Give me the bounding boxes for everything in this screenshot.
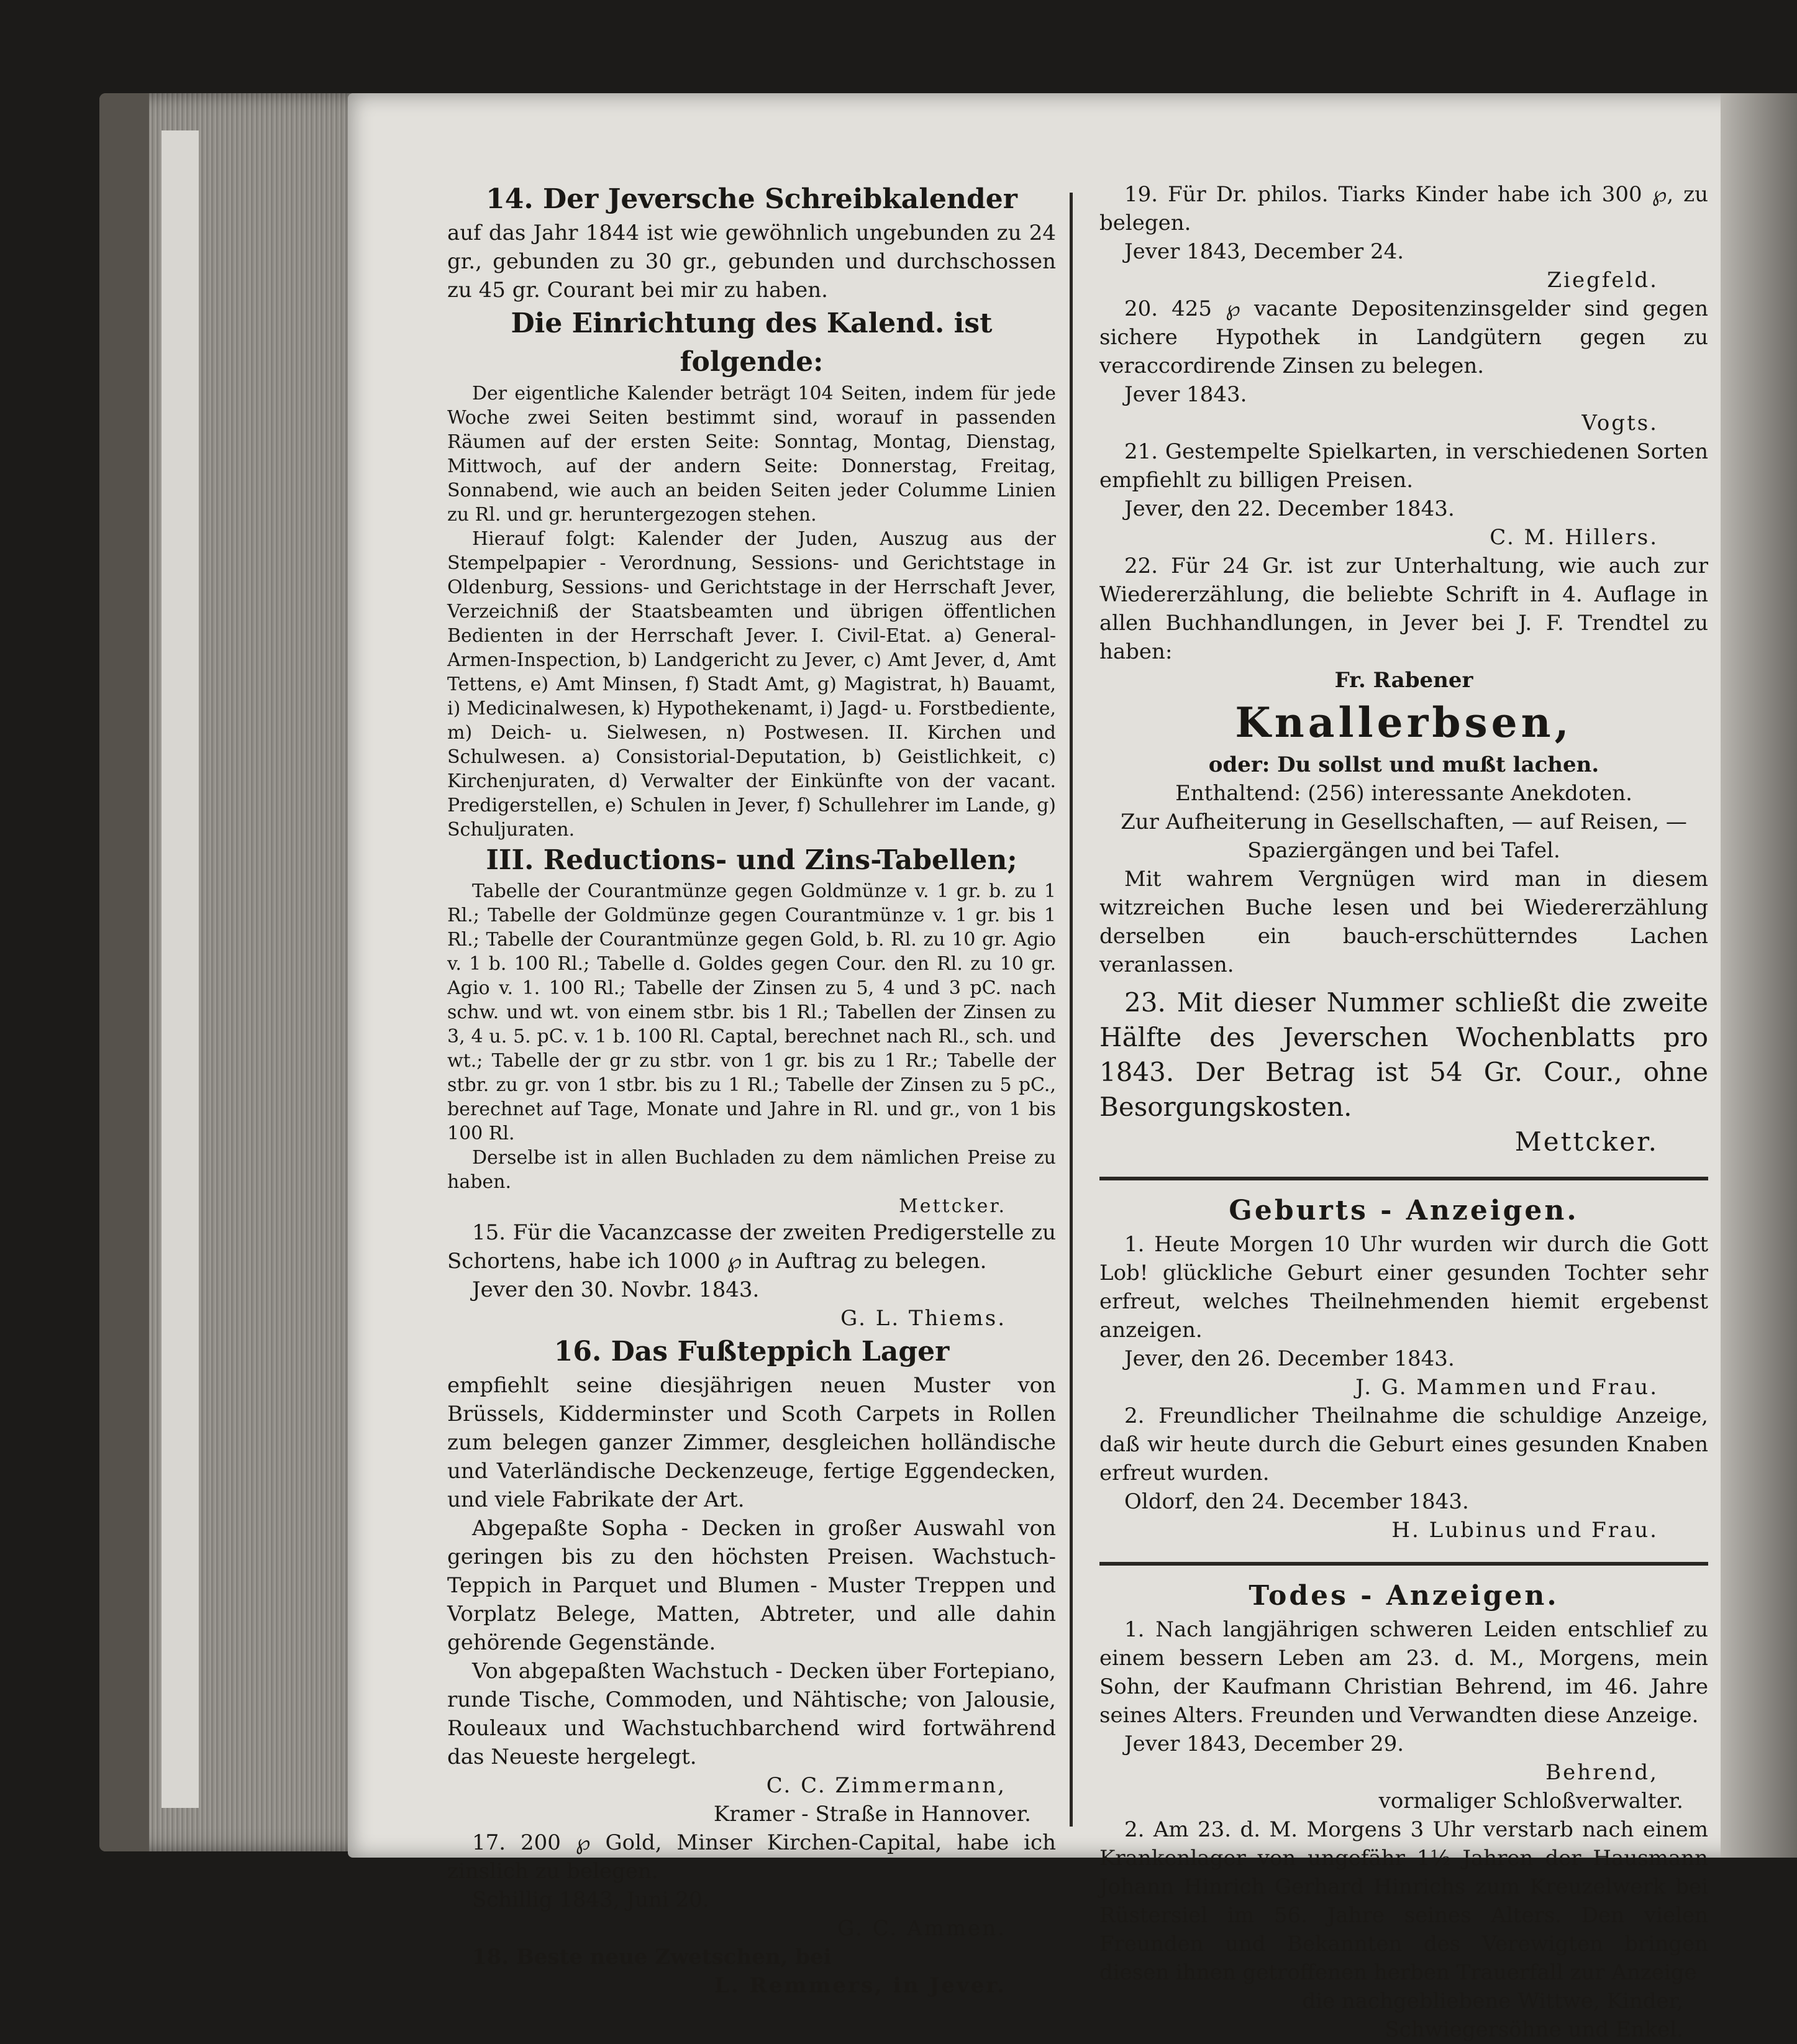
advert-15-place-date: Jever den 30. Novbr. 1843.	[472, 1277, 760, 1302]
advert-14-title: 14. Der Jeversche Schreibkalender	[486, 183, 1017, 215]
section-rule	[1099, 1562, 1708, 1566]
book-spine	[99, 93, 149, 1851]
death-2-text: 2. Am 23. d. M. Morgens 3 Uhr verstarb nach einem Krankenlager von ungefähr 1½ Jahren der Hausmann Johann Hinrich Gerhard Hinrichs zum Kreuzelwerk bei Rüstersiel im 56. Jahre seines Alters. Den vielen Freunden und Bekannten des Verewigten bringen diesen ihnen getroffenen herben Trauerfall zur Anzeige	[1099, 1817, 1708, 1985]
advert-16-text-2: Abgepaßte Sopha - Decken in großer Auswahl von geringen bis zu den höchsten Preisen. Wachstuch-Teppich in Parquet und Blumen - Muster Treppen und Vorplatz Belege, Matten, Abtreter, und alle dahin gehörende Gegenstände.	[447, 1516, 1056, 1655]
advert-22-contents-3: Mit wahrem Vergnügen wird man in diesem witzreichen Buche lesen und bei Wiedererzählung derselben ein bauch-erschütterndes Lachen veranlassen.	[1099, 867, 1708, 977]
advert-23-signature: Mettcker.	[1514, 1126, 1658, 1157]
death-1-text: 1. Nach langjährigen schweren Leiden entschlief zu einem bessern Leben am 23. d. M., Morgens, mein Sohn, der Kaufmann Christian Behrend, im 46. Jahre seines Alters. Freunden und Verwandten diese Anzeige.	[1099, 1617, 1708, 1728]
birth-1-text: 1. Heute Morgen 10 Uhr wurden wir durch die Gott Lob! glückliche Geburt einer gesunden Tochter sehr erfreut, welches Theilnehmenden hiemit ergebenst anzeigen.	[1099, 1232, 1708, 1343]
advert-14-body-2: Hierauf folgt: Kalender der Juden, Auszug aus der Stempelpapier - Verordnung, Sessions- und Gerichtstage in Oldenburg, Sessions- und Gerichtstage in der Herrschaft Jever, Verzeichniß der Staatsbeamten und übrigen öffentlichen Bedienten in der Herrschaft Jever. I. Civil-Etat. a) General-Armen-Inspection, b) Landgericht zu Jever, c) Amt Jever, d, Amt Tettens, e) Amt Minsen, f) Stadt Amt, g) Magistrat, h) Bauamt, i) Medicinalwesen, k) Hypothekenamt, i) Jagd- u. Forstbediente, m) Deich- u. Sielwesen, n) Postwesen. II. Kirchen und Schulwesen. a) Consistorial-Deputation, b) Geistlichkeit, c) Kirchenjuraten, d) Verwalter der Einkünfte von der vacant. Predigerstellen, e) Schulen in Jever, f) Schullehrer im Lande, g) Schuljuraten.	[447, 528, 1056, 841]
advert-22-author: Fr. Rabener	[1334, 668, 1473, 693]
advert-19-text: 19. Für Dr. philos. Tiarks Kinder habe ich 300 ℘, zu belegen.	[1099, 182, 1708, 235]
death-1-place-date: Jever 1843, December 29.	[1124, 1731, 1404, 1756]
section-rule	[1099, 1177, 1708, 1180]
advert-14-body-4: Derselbe ist in allen Buchladen zu dem nämlichen Preise zu haben.	[447, 1147, 1056, 1193]
advert-21-signature: C. M. Hillers.	[1490, 525, 1658, 550]
advert-16-signature: C. C. Zimmermann,	[766, 1773, 1006, 1798]
advert-16	[447, 1333, 1056, 1828]
advert-21-place-date: Jever, den 22. December 1843.	[1124, 496, 1455, 521]
advert-22	[1099, 552, 1708, 979]
advert-17-text: 17. 200 ℘ Gold, Minser Kirchen-Capital, habe ich zinslich zu belegen.	[447, 1830, 1056, 1884]
advert-14-body-1: Der eigentliche Kalender beträgt 104 Seiten, indem für jede Woche zwei Seiten bestimmt sind, worauf in passenden Räumen auf der ersten Seite: Sonntag, Montag, Dienstag, Mittwoch, auf der andern Seite: Donnerstag, Freitag, Sonnabend, wie auch an beiden Seiten jeder Columme Linien zu Rl. und gr. heruntergezogen stehen.	[447, 383, 1056, 526]
death-2-signature-1: die nachgebliebene Wittwe, Kinder,	[1302, 1989, 1683, 2014]
deaths-heading: Todes - Anzeigen.	[1249, 1580, 1559, 1612]
advert-21	[1099, 437, 1708, 552]
advert-19-signature: Ziegfeld.	[1547, 268, 1658, 293]
advert-14-subtitle: Die Einrichtung des Kalend. ist folgende:	[511, 308, 993, 378]
advert-14-signature: Mettcker.	[899, 1195, 1006, 1217]
advert-16-address: Kramer - Straße in Hannover.	[713, 1802, 1031, 1827]
facing-page-edge	[1721, 93, 1797, 1858]
advert-23	[1099, 985, 1708, 1159]
advert-17-signature: G. C. Ammen.	[837, 1916, 1006, 1941]
advert-15-text: 15. Für die Vacanzcasse der zweiten Predigerstelle zu Schortens, habe ich 1000 ℘ in Auftrag zu belegen.	[447, 1220, 1056, 1274]
advert-18	[447, 1943, 1056, 2000]
birth-2-signature: H. Lubinus und Frau.	[1391, 1518, 1658, 1543]
advert-21-text: 21. Gestempelte Spielkarten, in verschiedenen Sorten empfiehlt zu billigen Preisen.	[1099, 439, 1708, 493]
advert-15-signature: G. L. Thiems.	[840, 1306, 1006, 1331]
advert-19-place-date: Jever 1843, December 24.	[1124, 239, 1404, 264]
advert-22-text: 22. Für 24 Gr. ist zur Unterhaltung, wie auch zur Wiedererzählung, die beliebte Schrift in 4. Auflage in allen Buchhandlungen, in Jever bei J. F. Trendtel zu haben:	[1099, 554, 1708, 664]
advert-20-text: 20. 425 ℘ vacante Depositenzinsgelder sind gegen sichere Hypothek in Landgütern gegen zu veraccordirende Zinsen zu belegen.	[1099, 296, 1708, 378]
advert-14	[447, 180, 1056, 1218]
death-2-signature-2: Schwiegersöhne und Enkel.	[1385, 2017, 1683, 2042]
advert-14-text: auf das Jahr 1844 ist wie gewöhnlich ungebunden zu 24 gr., gebunden zu 30 gr., gebunden und durchschossen zu 45 gr. Courant bei mir zu haben.	[447, 221, 1056, 303]
advert-16-text-3: Von abgepaßten Wachstuch - Decken über Fortepiano, runde Tische, Commoden, und Nähtische; von Jalousie, Rouleaux und Wachstuchbarchend wird fortwährend das Neueste hergelegt.	[447, 1659, 1056, 1769]
advert-16-text-1: empfiehlt seine diesjährigen neuen Muster von Brüssels, Kidderminster und Scoth Carpets in Rollen zum belegen ganzer Zimmer, desgleichen holländische und Vaterländische Deckenzeuge, fertige Eggendecken, und viele Fabrikate der Art.	[447, 1373, 1056, 1512]
advert-17-place-date: Schillig 1843, Juni 20.	[472, 1887, 709, 1912]
advert-17	[447, 1828, 1056, 1943]
death-1-role: vormaliger Schloßverwalter.	[1378, 1789, 1683, 1814]
birth-announcements	[1099, 1192, 1708, 1544]
advert-14-subtitle-2: III. Reductions- und Zins-Tabellen;	[486, 844, 1017, 876]
advert-19	[1099, 180, 1708, 294]
advert-22-book-title: Knallerbsen,	[1235, 698, 1573, 747]
advert-15	[447, 1218, 1056, 1333]
death-announcements	[1099, 1577, 1708, 2044]
book-page-edges	[99, 93, 360, 1851]
birth-1-place-date: Jever, den 26. December 1843.	[1124, 1346, 1455, 1371]
advert-16-title: 16. Das Fußteppich Lager	[553, 1336, 950, 1367]
advert-20	[1099, 294, 1708, 437]
advert-20-signature: Vogts.	[1581, 411, 1658, 436]
book-inner-cover	[162, 130, 199, 1808]
advert-23-text: 23. Mit dieser Nummer schließt die zweite Hälfte des Jeverschen Wochenblatts pro 1843. Der Betrag ist 54 Gr. Cour., ohne Besorgungskosten.	[1099, 987, 1708, 1122]
birth-1-signature: J. G. Mammen und Frau.	[1355, 1375, 1658, 1400]
column-divider	[1070, 193, 1073, 1827]
right-column	[1099, 180, 1708, 2044]
advert-14-body-3: Tabelle der Courantmünze gegen Goldmünze v. 1 gr. b. zu 1 Rl.; Tabelle der Goldmünze gegen Courantmünze v. 1 gr. bis 1 Rl.; Tabelle der Courantmünze gegen Gold, b. Rl. zu 10 gr. Agio v. 1 b. 100 Rl.; Tabelle d. Goldes gegen Cour. den Rl. zu 10 gr. Agio v. 1. 100 Rl.; Tabelle der Zinsen zu 5, 4 und 3 pC. nach schw. und wt. von einem stbr. bis 1 Rl.; Tabellen der Zinsen zu 3, 4 u. 5. pC. v. 1 b. 100 Rl. Captal, berechnet nach Rl., sch. und wt.; Tabelle der gr zu stbr. von 1 gr. bis zu 1 Rr.; Tabelle der stbr. zu gr. von 1 stbr. bis zu 1 Rl.; Tabelle der Zinsen zu 5 pC., berechnet auf Tage, Monate und Jahre in Rl. und gr., von 1 bis 100 Rl.	[447, 880, 1056, 1144]
advert-22-book-subtitle: oder: Du sollst und mußt lachen.	[1208, 752, 1599, 777]
death-1-signature: Behrend,	[1545, 1760, 1658, 1785]
birth-2-text: 2. Freundlicher Theilnahme die schuldige Anzeige, daß wir heute durch die Geburt eines gesunden Knaben erfreut wurden.	[1099, 1403, 1708, 1485]
advert-22-contents-1: Enthaltend: (256) interessante Anekdoten.	[1175, 781, 1632, 806]
births-heading: Geburts - Anzeigen.	[1229, 1195, 1579, 1226]
advert-18-text: 18. Beste neue Zwetschen, bei	[472, 1945, 832, 1969]
advert-20-place-date: Jever 1843.	[1124, 382, 1247, 407]
advert-18-signature: L. Remmers, in Jever.	[714, 1973, 1006, 1998]
birth-2-place-date: Oldorf, den 24. December 1843.	[1124, 1489, 1469, 1514]
left-column	[447, 180, 1056, 2000]
advert-22-contents-2: Zur Aufheiterung in Gesellschaften, — auf Reisen, — Spaziergängen und bei Tafel.	[1121, 810, 1687, 863]
